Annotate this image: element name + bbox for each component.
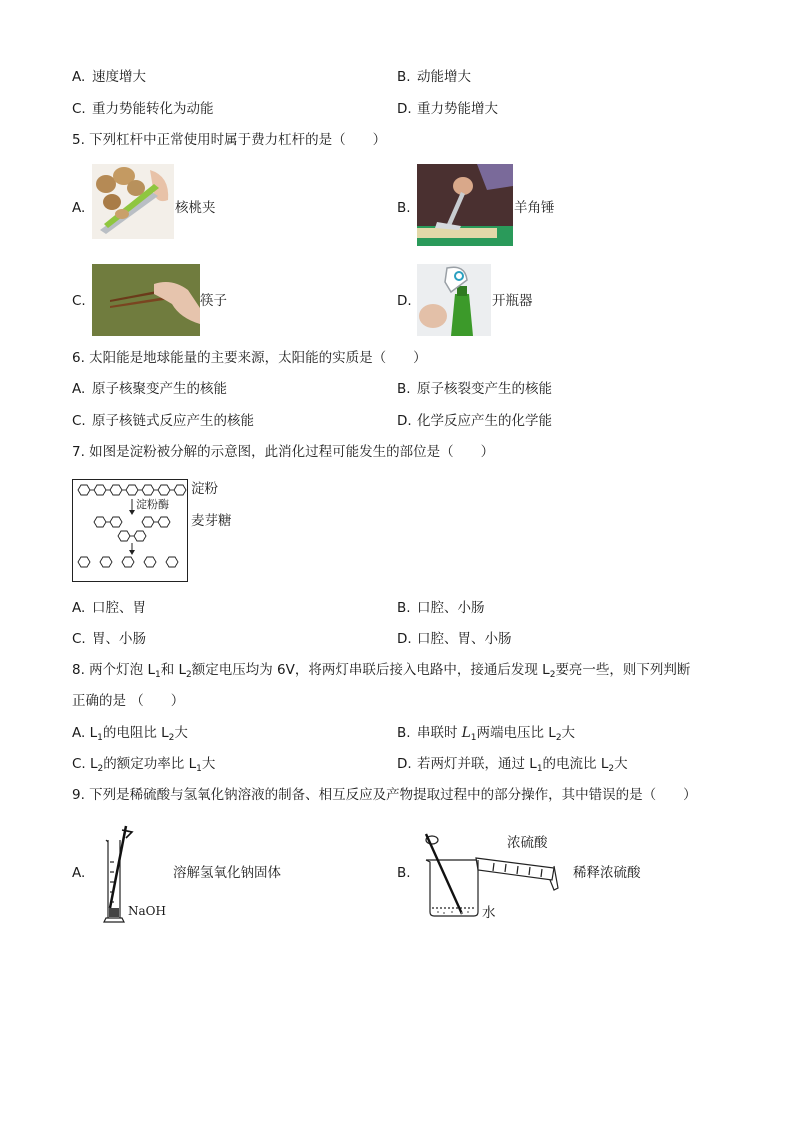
q5-stem: 5. 下列杠杆中正常使用时属于费力杠杆的是（ ） (72, 132, 387, 148)
q6-option-d: D. 化学反应产生的化学能 (397, 413, 552, 429)
maltose-label: 麦芽糖 (191, 513, 232, 529)
q5-option-c-caption: 筷子 (200, 293, 227, 309)
q9-option-a-text: 溶解氢氧化钠固体 (173, 865, 281, 881)
starch-digestion-diagram (72, 479, 190, 583)
enzyme-label: 淀粉酶 (136, 496, 169, 514)
q4-option-c: C. 重力势能转化为动能 (72, 101, 214, 117)
q7-stem: 7. 如图是淀粉被分解的示意图，此消化过程可能发生的部位是（ ） (72, 444, 495, 460)
q8-option-c: C. $L_2$的额定功率比 $L_1$大 (72, 756, 216, 774)
q5-option-b-caption: 羊角锤 (514, 200, 555, 216)
q9-option-b-label: B. (397, 865, 411, 881)
q7-option-a: A. 口腔、胃 (72, 600, 146, 616)
q5-option-b-label: B. (397, 200, 411, 216)
q4-option-d: D. 重力势能增大 (397, 101, 498, 117)
claw-hammer-photo (417, 164, 513, 246)
q6-option-b: B. 原子核裂变产生的核能 (397, 381, 552, 397)
q4-option-a: A. 速度增大 (72, 69, 146, 85)
q7-option-b: B. 口腔、小肠 (397, 600, 485, 616)
q5-option-a-caption: 核桃夹 (175, 200, 216, 216)
q8-stem-line2: 正确的是 （ ） (72, 693, 185, 709)
q6-option-c: C. 原子核链式反应产生的核能 (72, 413, 254, 429)
bottle-opener-photo (417, 264, 491, 336)
q7-option-d: D. 口腔、胃、小肠 (397, 631, 512, 647)
q8-option-d: D. 若两灯并联，通过 $L_1$的电流比 $L_2$大 (397, 756, 628, 774)
nutcracker-photo (92, 164, 174, 239)
concentrated-acid-label: 浓硫酸 (507, 835, 548, 851)
q9-stem: 9. 下列是稀硫酸与氢氧化钠溶液的制备、相互反应及产物提取过程中的部分操作，其中错误的是（ ） (72, 787, 697, 803)
q4-option-b: B. 动能增大 (397, 69, 471, 85)
q5-option-d-label: D. (397, 293, 412, 309)
q6-option-a: A. 原子核聚变产生的核能 (72, 381, 227, 397)
chopsticks-photo (92, 264, 200, 336)
q5-option-d-caption: 开瓶器 (492, 293, 533, 309)
naoh-label: NaOH (128, 904, 166, 918)
q7-option-c: C. 胃、小肠 (72, 631, 146, 647)
q8-stem-line1: 8. 两个灯泡 $L_1$和 $L_2$额定电压均为 6V，将两灯串联后接入电路中，接通后发现 $L_2$要亮一些，则下列判断 (72, 662, 691, 680)
q8-option-b: B. 串联时 $L_1$两端电压比 $L_2$大 (397, 725, 576, 743)
q8-option-a: A. $L_1$的电阻比 $L_2$大 (72, 725, 188, 743)
q6-stem: 6. 太阳能是地球能量的主要来源，太阳能的实质是（ ） (72, 350, 427, 366)
q5-option-a-label: A. (72, 200, 86, 216)
q9-option-b-text: 稀释浓硫酸 (573, 865, 641, 881)
q5-option-c-label: C. (72, 293, 86, 309)
q9-option-a-label: A. (72, 865, 86, 881)
starch-label: 淀粉 (191, 481, 218, 497)
water-label: 水 (482, 905, 496, 921)
